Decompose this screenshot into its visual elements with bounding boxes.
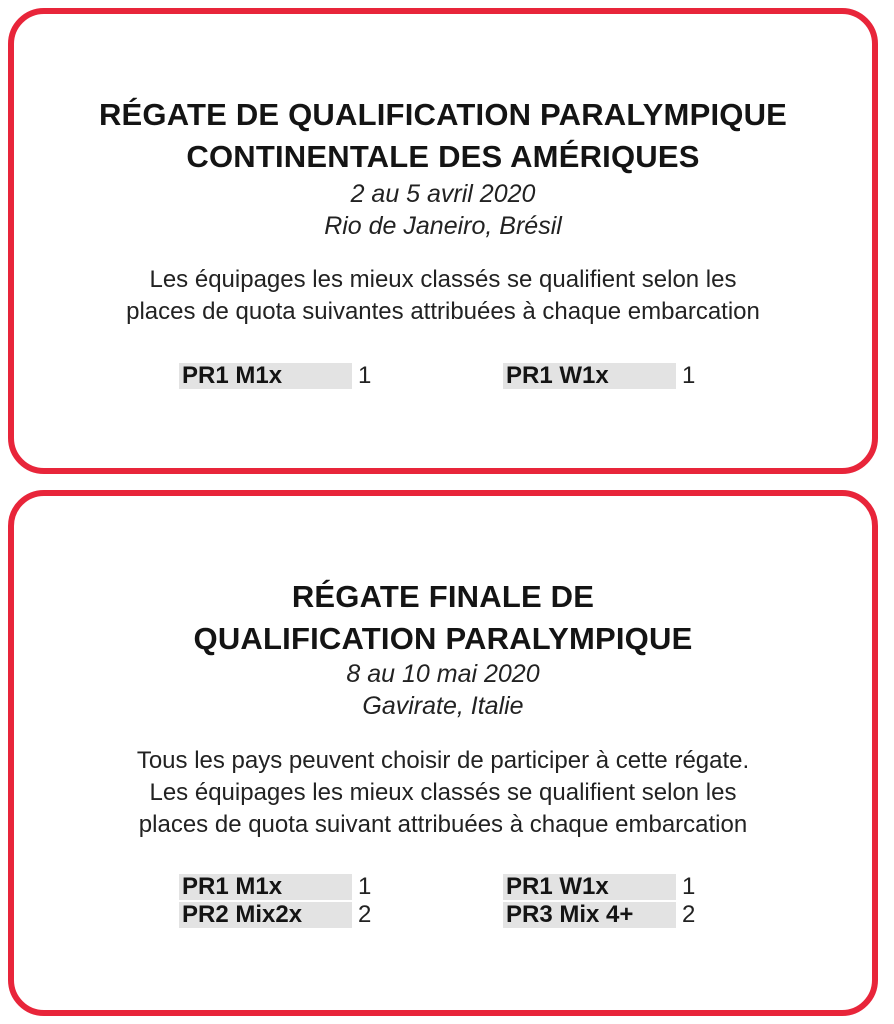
event-date: 8 au 10 mai 2020 [346,660,540,688]
quota-row [179,363,371,389]
card-title [14,94,872,178]
description-line: Les équipages les mieux classés se qualifient selon les [149,779,737,806]
card-description [14,264,872,328]
quota-value: 1 [358,362,372,389]
card-title [14,576,872,660]
quota-label: PR1 W1x [503,874,676,900]
card-title-line: RÉGATE FINALE DE [291,579,595,614]
qualification-card-americas [8,8,878,474]
card-title-line: QUALIFICATION PARALYMPIQUE [193,621,693,656]
quota-label: PR3 Mix 4+ [503,902,676,928]
description-line: Les équipages les mieux classés se qualifient selon les [149,266,737,293]
card-title-line: RÉGATE DE QUALIFICATION PARALYMPIQUE [98,97,788,132]
quota-value: 1 [358,873,372,900]
description-line: Tous les pays peuvent choisir de participer à cette régate. [136,747,750,774]
card-title-line: CONTINENTALE DES AMÉRIQUES [186,139,700,174]
quota-row [503,902,695,928]
quota-row [503,363,695,389]
description-line: places de quota suivant attribuées à chaque embarcation [138,811,748,838]
quota-value: 1 [682,362,696,389]
card-subtitle [14,178,872,242]
qualification-card-final [8,490,878,1016]
quota-label: PR1 W1x [503,363,676,389]
quota-label: PR1 M1x [179,874,352,900]
event-location: Gavirate, Italie [362,692,524,720]
quota-value: 2 [358,901,372,928]
quota-row [179,902,371,928]
card-description [14,745,872,841]
quota-label: PR2 Mix2x [179,902,352,928]
card-subtitle [14,658,872,722]
quota-row [503,874,695,900]
event-date: 2 au 5 avril 2020 [350,180,536,208]
quota-label: PR1 M1x [179,363,352,389]
quota-row [179,874,371,900]
event-location: Rio de Janeiro, Brésil [324,212,562,240]
quota-value: 2 [682,901,696,928]
description-line: places de quota suivantes attribuées à chaque embarcation [126,298,760,325]
quota-value: 1 [682,873,696,900]
